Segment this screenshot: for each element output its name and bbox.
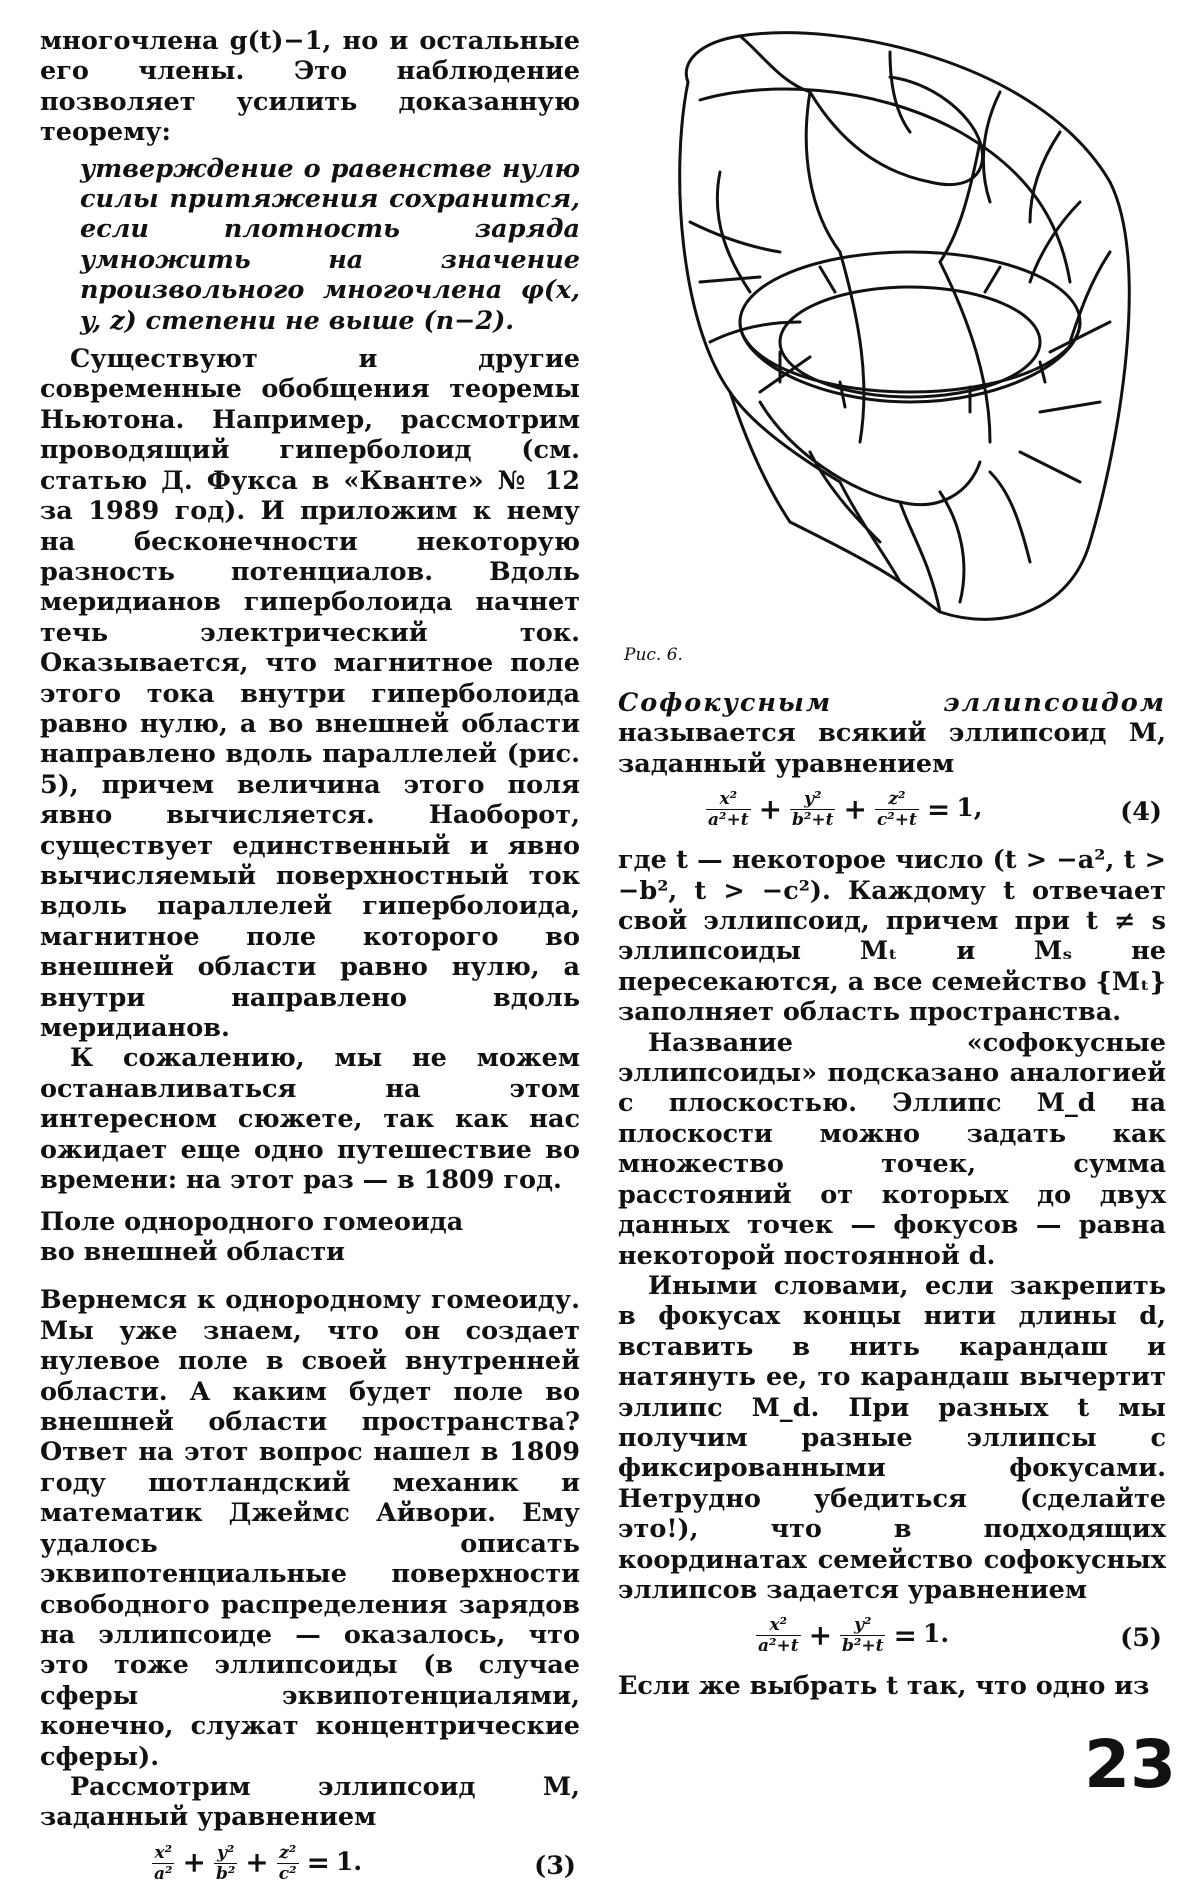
equation-4: $\frac{\text{x²}}{\text{a²+t}}$ + $\frac{\text{y²}}{\text{b²+t}}$ + $\frac{\text{z²}}{\text{c²+t}}$ = 1, (4) <box>708 789 1162 831</box>
paragraph: Название «софокусные эллипсоиды» подсказано аналогией с плоскостью. Эллипс M_d на плоскости можно задать как множество точек, сумма расстояний от которых до двух данных точек — фокусов — равна некоторой постоянной d. <box>618 1027 1166 1271</box>
paragraph: Рассмотрим эллипсоид M, заданный уравнением <box>40 1771 580 1833</box>
paragraph: Вернемся к однородному гомеоиду. Мы уже знаем, что он создает нулевое поле в своей внутренней области. А каким будет поле во внешней области пространства? Ответ на этот вопрос нашел в 1809 году шотландский механик и математик Джеймс Айвори. Ему удалось описать эквипотенциальные поверхности свободного распределения зарядов на эллипсоиде — оказалось, что это тоже эллипсоиды (в случае сферы эквипотенциалями, конечно, служат концентрические сферы). <box>40 1285 580 1772</box>
theorem-statement: утверждение о равенстве нулю силы притяжения сохранится, если плотность заряда умножить на значение произвольного многочлена φ(x, y, z) степени не выше (n−2). <box>80 153 580 336</box>
confocal-quadrics-figure <box>640 22 1160 642</box>
equation-number: (3) <box>534 1850 576 1881</box>
paragraph: где t — некоторое число (t > −a², t > −b², t > −c²). Каждому t отвечает свой эллипсоид, причем при t ≠ s эллипсоиды Mₜ и Mₛ не пересекаются, а все семейство {Mₜ} заполняет область пространства. <box>618 845 1166 1028</box>
section-heading: Поле однородного гомеоида во внешней области <box>40 1207 464 1268</box>
left-column <box>40 26 580 1899</box>
equation-3: $\frac{\text{x²}}{\text{a²}}$ + $\frac{\text{y²}}{\text{b²}}$ + $\frac{\text{z²}}{\text{c²}}$ = 1. (3) <box>154 1842 576 1884</box>
paragraph: Софокусным эллипсоидом называется всякий эллипсоид M, заданный уравнением <box>618 688 1166 779</box>
equation-number: (4) <box>1120 797 1162 828</box>
paragraph: Существуют и другие современные обобщения теоремы Ньютона. Например, рассмотрим проводящий гиперболоид (см. статью Д. Фукса в «Кванте» № 12 за 1989 год). И приложим к нему на бесконечности некоторую разность потенциалов. Вдоль меридианов гиперболоида начнет течь электрический ток. Оказывается, что магнитное поле этого тока внутри гиперболоида равно нулю, а во внешней области направлено вдоль параллелей (рис. 5), причем величина этого поля явно вычисляется. Наоборот, существует единственный и явно вычисляемый поверхностный ток вдоль параллелей гиперболоида, магнитное поле которого во внешней области равно нулю, а внутри направлено вдоль меридианов. <box>40 344 580 1043</box>
paragraph: Если же выбрать t так, что одно из <box>618 1671 1150 1702</box>
paragraph: многочлена g(t)−1, но и остальные его члены. Это наблюдение позволяет усилить доказанную теорему: <box>40 26 580 148</box>
defined-term: Софокусным эллипсоидом <box>618 688 1166 718</box>
equation-number: (5) <box>1120 1623 1162 1654</box>
paragraph: Иными словами, если закрепить в фокусах концы нити длины d, вставить в нить карандаш и натянуть ее, то карандаш вычертит эллипс M_d. При разных t мы получим разные эллипсы с фиксированными фокусами. Нетрудно убедиться (сделайте это!), что в подходящих координатах семейство софокусных эллипсов задается уравнением <box>618 1270 1166 1605</box>
equation-5: $\frac{\text{x²}}{\text{a²+t}}$ + $\frac{\text{y²}}{\text{b²+t}}$ = 1. (5) <box>758 1615 1162 1657</box>
figure-caption: Рис. 6. <box>624 645 683 665</box>
right-column <box>618 688 1166 1702</box>
paragraph: К сожалению, мы не можем останавливаться на этом интересном сюжете, так как нас ожидает еще одно путешествие во времени: на этот раз — в 1809 год. <box>40 1043 580 1196</box>
page-number: 23 <box>1084 1726 1176 1803</box>
